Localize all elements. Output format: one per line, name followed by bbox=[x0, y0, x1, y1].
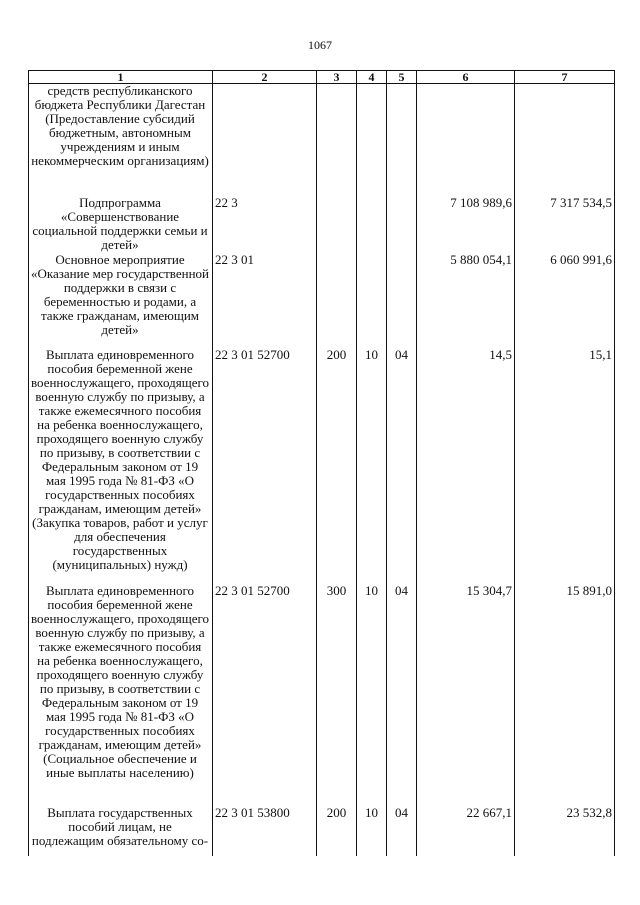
col-header-7: 7 bbox=[515, 71, 615, 84]
row-sum-2: 7 317 534,5 bbox=[515, 196, 615, 253]
table-row bbox=[29, 584, 615, 806]
row-rz bbox=[357, 84, 387, 196]
page-number: 1067 bbox=[308, 38, 332, 52]
row-name: средств республиканского бюджета Республики Дагестан (Предоставление субсидий бюджетным, автономным учреждениям и иным некоммерческим организациям) bbox=[29, 84, 213, 196]
row-name: Выплата единовременного пособия беременной жене военнослужащего, проходящего военную службу по призыву, а также ежемесячного пособия на ребенка военнослужащего, проходящего военную службу по призыву, в соответствии с Федеральным законом от 19 мая 1995 года № 81-ФЗ «О государственных пособиях гражданам, имеющим детей» (Социальное обеспечение и иные выплаты населению) bbox=[29, 584, 213, 806]
table-row bbox=[29, 348, 615, 584]
table-row bbox=[29, 806, 615, 856]
row-sum-1: 14,5 bbox=[417, 348, 515, 584]
table-row bbox=[29, 253, 615, 348]
row-vr bbox=[317, 84, 357, 196]
row-rz: 10 bbox=[357, 584, 387, 806]
row-code: 22 3 01 52700 bbox=[213, 348, 317, 584]
row-pr bbox=[387, 84, 417, 196]
row-vr bbox=[317, 196, 357, 253]
row-sum-1 bbox=[417, 84, 515, 196]
row-sum-2: 15 891,0 bbox=[515, 584, 615, 806]
row-vr: 200 bbox=[317, 806, 357, 856]
header-row bbox=[29, 71, 615, 84]
row-sum-2: 6 060 991,6 bbox=[515, 253, 615, 348]
col-header-5: 5 bbox=[387, 71, 417, 84]
row-sum-1: 5 880 054,1 bbox=[417, 253, 515, 348]
row-pr: 04 bbox=[387, 584, 417, 806]
col-header-2: 2 bbox=[213, 71, 317, 84]
row-vr: 300 bbox=[317, 584, 357, 806]
row-vr bbox=[317, 253, 357, 348]
row-rz: 10 bbox=[357, 806, 387, 856]
row-pr bbox=[387, 196, 417, 253]
row-sum-2: 15,1 bbox=[515, 348, 615, 584]
row-pr: 04 bbox=[387, 348, 417, 584]
budget-table bbox=[28, 70, 615, 856]
row-sum-1: 7 108 989,6 bbox=[417, 196, 515, 253]
row-name: Основное мероприятие «Оказание мер государственной поддержки в связи с беременностью и родами, а также гражданам, имеющим детей» bbox=[29, 253, 213, 348]
row-rz bbox=[357, 253, 387, 348]
col-header-1: 1 bbox=[29, 71, 213, 84]
row-rz: 10 bbox=[357, 348, 387, 584]
row-sum-1: 22 667,1 bbox=[417, 806, 515, 856]
row-name: Подпрограмма «Совершенствование социальной поддержки семьи и детей» bbox=[29, 196, 213, 253]
table-row bbox=[29, 84, 615, 196]
row-code: 22 3 01 52700 bbox=[213, 584, 317, 806]
row-name: Выплата государственных пособий лицам, не подлежащим обязательному со- bbox=[29, 806, 213, 856]
col-header-3: 3 bbox=[317, 71, 357, 84]
row-sum-2: 23 532,8 bbox=[515, 806, 615, 856]
row-sum-2 bbox=[515, 84, 615, 196]
col-header-4: 4 bbox=[357, 71, 387, 84]
row-code bbox=[213, 84, 317, 196]
row-code: 22 3 bbox=[213, 196, 317, 253]
row-vr: 200 bbox=[317, 348, 357, 584]
row-pr bbox=[387, 253, 417, 348]
row-code: 22 3 01 bbox=[213, 253, 317, 348]
col-header-6: 6 bbox=[417, 71, 515, 84]
row-rz bbox=[357, 196, 387, 253]
row-pr: 04 bbox=[387, 806, 417, 856]
table-row bbox=[29, 196, 615, 253]
row-code: 22 3 01 53800 bbox=[213, 806, 317, 856]
row-name: Выплата единовременного пособия беременной жене военнослужащего, проходящего военную службу по призыву, а также ежемесячного пособия на ребенка военнослужащего, проходящего военную службу по призыву, в соответствии с Федеральным законом от 19 мая 1995 года № 81-ФЗ «О государственных пособиях гражданам, имеющим детей» (Закупка товаров, работ и услуг для обеспечения государственных (муниципальных) нужд) bbox=[29, 348, 213, 584]
row-sum-1: 15 304,7 bbox=[417, 584, 515, 806]
